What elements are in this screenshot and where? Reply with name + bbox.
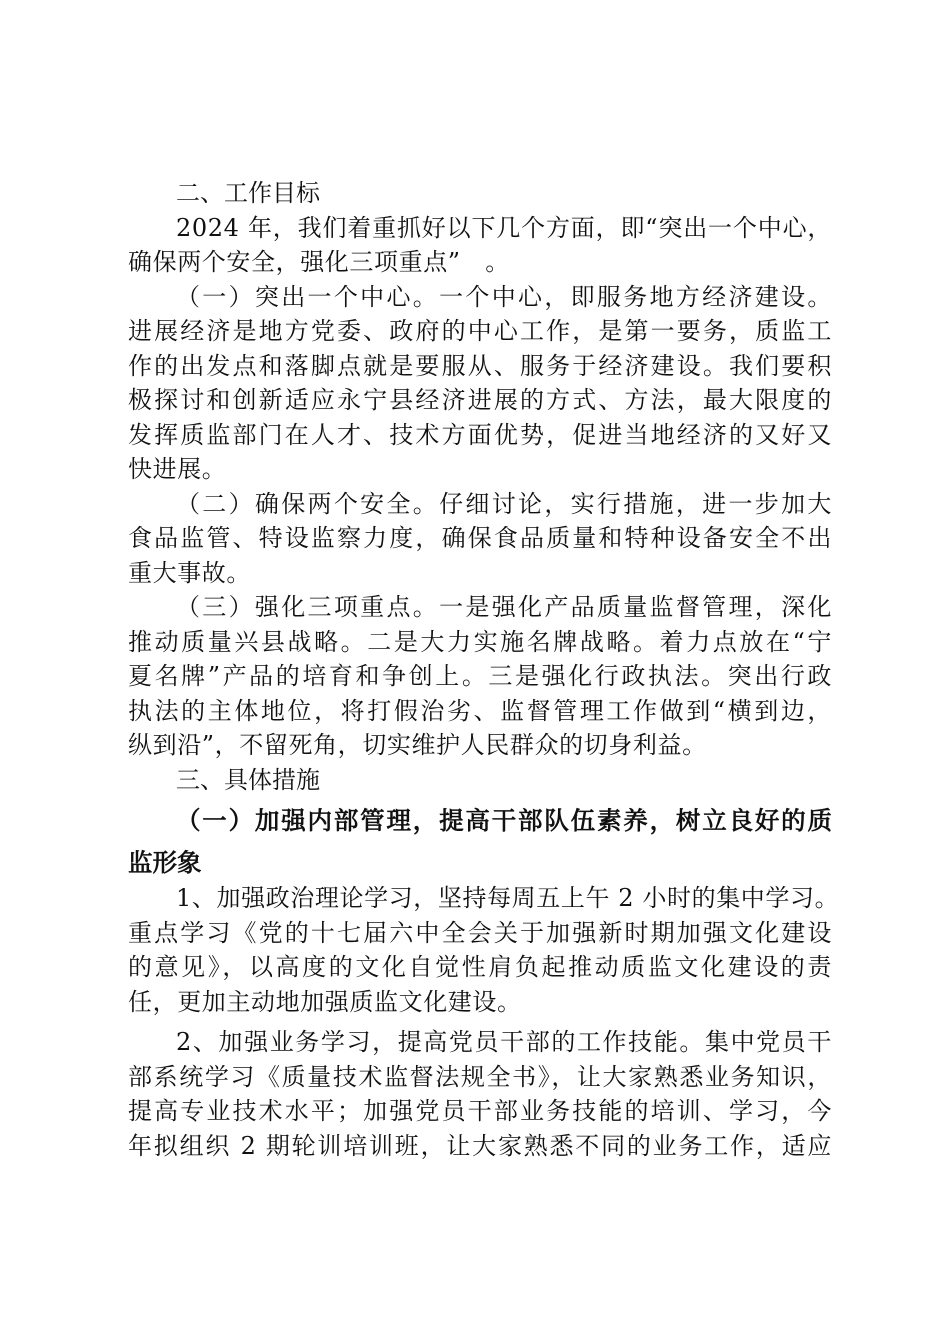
paragraph-1-line: 极探讨和创新适应永宁县经济进展的方式、方法，最大限度的 [128,386,832,414]
paragraph-3-line: 执法的主体地位，将打假治劣、监督管理工作做到“横到边， [128,696,832,725]
document-body [128,176,840,1163]
item-1-line: 的意见》，以高度的文化自觉性肩负起推动质监文化建设的责 [128,953,832,981]
subsection-heading-line: （一）加强内部管理，提高干部队伍素养，树立良好的质 [176,806,832,835]
paragraph-3-line: 推动质量兴县战略。二是大力实施名牌战略。着力点放在“宁 [128,627,832,656]
paragraph-intro-line: 确保两个安全，强化三项重点” 。 [128,248,510,276]
paragraph-2-line: 重大事故。 [128,558,251,587]
item-2-line: 年拟组织 2 期轮训培训班，让大家熟悉不同的业务工作，适应 [128,1131,832,1160]
paragraph-1-line: 进展经济是地方党委、政府的中心工作，是第一要务，质监工 [128,317,832,345]
paragraph-1-line: 快进展。 [128,455,227,483]
subsection-heading-line: 监形象 [128,848,202,877]
paragraph-3-line: 纵到沿”，不留死角，切实维护人民群众的切身利益。 [128,731,707,759]
paragraph-2-line: （二）确保两个安全。仔细讨论，实行措施，进一步加大 [176,489,832,518]
item-2-line: 2、加强业务学习，提高党员干部的工作技能。集中党员干 [176,1028,832,1056]
paragraph-3-line: 夏名牌”产品的培育和争创上。三是强化行政执法。突出行政 [128,662,832,690]
item-2-line: 提高专业技术水平；加强党员干部业务技能的培训、学习，今 [128,1097,832,1125]
item-1-line: 1、加强政治理论学习，坚持每周五上午 2 小时的集中学习。 [176,884,840,912]
section-heading-specific-measures: 三、具体措施 [176,765,320,794]
paragraph-2-line: 食品监管、特设监察力度，确保食品质量和特种设备安全不出 [128,524,832,552]
item-1-line: 任，更加主动地加强质监文化建设。 [128,987,522,1016]
section-heading-work-goals: 二、工作目标 [176,179,320,207]
paragraph-3-line: （三）强化三项重点。一是强化产品质量监督管理，深化 [176,593,832,621]
paragraph-1-line: 发挥质监部门在人才、技术方面优势，促进当地经济的又好又 [128,420,832,449]
paragraph-1-line: （一）突出一个中心。一个中心，即服务地方经济建设。 [176,282,832,311]
paragraph-intro-line: 2024 年，我们着重抓好以下几个方面，即“突出一个中心， [176,213,832,242]
item-1-line: 重点学习《党的十七届六中全会关于加强新时期加强文化建设 [128,918,832,947]
item-2-line: 部系统学习《质量技术监督法规全书》，让大家熟悉业务知识， [128,1062,832,1091]
paragraph-1-line: 作的出发点和落脚点就是要服从、服务于经济建设。我们要积 [128,351,832,380]
